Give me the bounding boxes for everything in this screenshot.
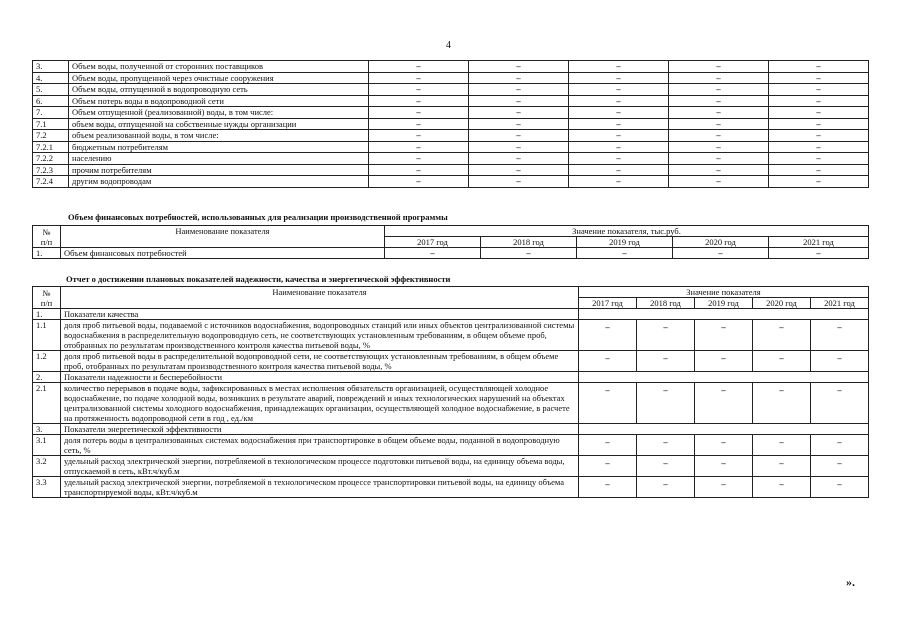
row-value: – — [811, 383, 869, 424]
col-name-header: Наименование показателя — [61, 226, 385, 248]
table-row — [33, 107, 869, 119]
row-name: доля потерь воды в централизованных системах водоснабжения при транспортировке в общем объеме воды, поданной в водопроводную сеть, % — [61, 435, 579, 456]
row-value: – — [753, 456, 811, 477]
table-row — [33, 141, 869, 153]
row-value: – — [469, 95, 569, 107]
row-value: – — [769, 176, 869, 188]
row-number: 3.2 — [33, 456, 61, 477]
table-row — [33, 130, 869, 142]
row-value: – — [569, 61, 669, 73]
row-name: Объем воды, отпущенной в водопроводную сеть — [69, 84, 369, 96]
row-value: – — [769, 84, 869, 96]
section-row — [33, 309, 869, 320]
row-name: объем реализованной воды, в том числе: — [69, 130, 369, 142]
row-value: – — [695, 351, 753, 372]
section-name: Показатели качества — [61, 309, 579, 320]
row-value: – — [669, 141, 769, 153]
row-number: 6. — [33, 95, 69, 107]
row-value: – — [637, 351, 695, 372]
row-number: 7.2.2 — [33, 153, 69, 165]
row-value: – — [579, 456, 637, 477]
year-header: 2017 год — [385, 237, 481, 248]
row-number: 2.1 — [33, 383, 61, 424]
row-number: 3.1 — [33, 435, 61, 456]
row-value: – — [579, 383, 637, 424]
row-number: 7. — [33, 107, 69, 119]
row-number: 7.2.3 — [33, 164, 69, 176]
row-value: – — [769, 61, 869, 73]
section-name: Показатели энергетической эффективности — [61, 424, 579, 435]
row-name: населению — [69, 153, 369, 165]
row-number: 7.2.1 — [33, 141, 69, 153]
row-value: – — [669, 61, 769, 73]
table-row — [33, 456, 869, 477]
row-value: – — [669, 176, 769, 188]
col-num-header: № п/п — [33, 287, 61, 309]
year-header: 2017 год — [579, 298, 637, 309]
row-value: – — [469, 118, 569, 130]
row-value: – — [469, 84, 569, 96]
row-value: – — [369, 164, 469, 176]
row-name: Объем воды, пропущенной через очистные сооружения — [69, 72, 369, 84]
row-value: – — [569, 153, 669, 165]
table-row — [33, 72, 869, 84]
row-value: – — [769, 72, 869, 84]
row-value: – — [569, 107, 669, 119]
table-row — [33, 435, 869, 456]
table-row — [33, 61, 869, 73]
financial-needs-table — [32, 225, 869, 259]
row-name: Объем финансовых потребностей — [61, 248, 385, 259]
row-value: – — [695, 477, 753, 498]
row-name: объем воды, отпущенной на собственные нужды организации — [69, 118, 369, 130]
row-value: – — [579, 435, 637, 456]
year-header: 2021 год — [811, 298, 869, 309]
row-name: бюджетным потребителям — [69, 141, 369, 153]
row-number: 1.1 — [33, 320, 61, 351]
row-number: 3. — [33, 424, 61, 435]
row-value: – — [637, 456, 695, 477]
row-name: удельный расход электрической энергии, потребляемой в технологическом процессе подготовки питьевой воды, на единицу объема воды, отпускаемой в сеть, кВт.ч/куб.м — [61, 456, 579, 477]
row-value: – — [569, 118, 669, 130]
table-row — [33, 248, 869, 259]
row-value: – — [369, 153, 469, 165]
page-number: 4 — [446, 40, 451, 51]
table-row — [33, 383, 869, 424]
row-value: – — [369, 141, 469, 153]
section-row — [33, 372, 869, 383]
row-number: 7.2.4 — [33, 176, 69, 188]
row-value: – — [669, 72, 769, 84]
row-value: – — [673, 248, 769, 259]
table-row — [33, 164, 869, 176]
row-value: – — [769, 164, 869, 176]
row-value: – — [369, 61, 469, 73]
row-number: 4. — [33, 72, 69, 84]
row-value: – — [569, 130, 669, 142]
row-value: – — [637, 320, 695, 351]
year-header: 2020 год — [673, 237, 769, 248]
row-value: – — [811, 477, 869, 498]
row-value: – — [569, 95, 669, 107]
section-name: Показатели надежности и бесперебойности — [61, 372, 579, 383]
row-value: – — [769, 153, 869, 165]
row-number: 1. — [33, 309, 61, 320]
row-name: Объем воды, полученной от сторонних поставщиков — [69, 61, 369, 73]
row-value: – — [753, 320, 811, 351]
section-row — [33, 424, 869, 435]
row-number: 3.3 — [33, 477, 61, 498]
table-row — [33, 95, 869, 107]
year-header: 2019 год — [577, 237, 673, 248]
row-value: – — [469, 141, 569, 153]
row-value: – — [669, 107, 769, 119]
row-value: – — [637, 477, 695, 498]
row-value: – — [769, 95, 869, 107]
row-value: – — [469, 164, 569, 176]
row-value: – — [637, 383, 695, 424]
row-value: – — [369, 95, 469, 107]
col-num-header: № п/п — [33, 226, 61, 248]
row-value: – — [481, 248, 577, 259]
col-value-header: Значение показателя, тыс.руб. — [385, 226, 869, 237]
row-value: – — [569, 164, 669, 176]
year-header: 2020 год — [753, 298, 811, 309]
row-value: – — [579, 477, 637, 498]
table-row — [33, 477, 869, 498]
row-value: – — [569, 141, 669, 153]
table-row — [33, 176, 869, 188]
table-row — [33, 153, 869, 165]
row-name: Объем отпущенной (реализованной) воды, в том числе: — [69, 107, 369, 119]
row-value: – — [753, 435, 811, 456]
table-row — [33, 351, 869, 372]
row-value: – — [769, 130, 869, 142]
row-value: – — [469, 72, 569, 84]
row-value: – — [769, 107, 869, 119]
financial-needs-title: Объем финансовых потребностей, использованных для реализации производственной программы — [68, 212, 448, 222]
row-value: – — [469, 61, 569, 73]
row-value: – — [695, 456, 753, 477]
row-number: 3. — [33, 61, 69, 73]
row-value: – — [579, 351, 637, 372]
row-name: доля проб питьевой воды в распределительной водопроводной сети, не соответствующих установленным требованиям, в общем объеме проб, отобранных по результатам производственного контроля качества питьевой воды, % — [61, 351, 579, 372]
reliability-indicators-table — [32, 286, 869, 498]
section-blank — [579, 424, 869, 435]
row-number: 2. — [33, 372, 61, 383]
row-number: 7.2 — [33, 130, 69, 142]
row-value: – — [811, 320, 869, 351]
year-header: 2018 год — [481, 237, 577, 248]
row-value: – — [769, 248, 869, 259]
reliability-report-title: Отчет о достижении плановых показателей надежности, качества и энергетической эффективности — [66, 274, 451, 284]
row-number: 1. — [33, 248, 61, 259]
row-number: 1.2 — [33, 351, 61, 372]
row-name: Объем потерь воды в водопроводной сети — [69, 95, 369, 107]
closing-quote-mark: ». — [846, 575, 855, 589]
row-value: – — [569, 84, 669, 96]
row-value: – — [695, 435, 753, 456]
row-value: – — [369, 176, 469, 188]
year-header: 2019 год — [695, 298, 753, 309]
row-value: – — [769, 118, 869, 130]
row-value: – — [469, 130, 569, 142]
row-value: – — [695, 383, 753, 424]
row-value: – — [753, 477, 811, 498]
row-value: – — [695, 320, 753, 351]
row-number: 7.1 — [33, 118, 69, 130]
row-value: – — [369, 118, 469, 130]
water-volume-table — [32, 60, 869, 188]
row-value: – — [369, 130, 469, 142]
row-name: прочим потребителям — [69, 164, 369, 176]
row-number: 5. — [33, 84, 69, 96]
row-value: – — [811, 435, 869, 456]
row-value: – — [769, 141, 869, 153]
row-value: – — [385, 248, 481, 259]
table-row — [33, 118, 869, 130]
col-name-header: Наименование показателя — [61, 287, 579, 309]
row-name: удельный расход электрической энергии, потребляемой в технологическом процессе транспортировки питьевой воды, на единицу объема транспортируемой воды, кВт.ч/куб.м — [61, 477, 579, 498]
col-value-header: Значение показателя — [579, 287, 869, 298]
row-value: – — [753, 351, 811, 372]
row-value: – — [669, 118, 769, 130]
row-name: количество перерывов в подаче воды, зафиксированных в местах исполнения обязательств организацией, осуществляющей холодное водоснабжение, по подаче холодной воды, возникших в результате аварий, повреждений и иных технологических нарушений на объектах централизованной системы холодного водоснабжения, принадлежащих организации, осуществляющей холодное водоснабжение, в расчете на протяженность водопроводной сети в год , ед./км — [61, 383, 579, 424]
row-value: – — [669, 153, 769, 165]
row-value: – — [469, 176, 569, 188]
row-value: – — [369, 84, 469, 96]
row-value: – — [569, 72, 669, 84]
row-name: другим водопроводам — [69, 176, 369, 188]
row-value: – — [637, 435, 695, 456]
section-blank — [579, 309, 869, 320]
row-value: – — [369, 72, 469, 84]
row-value: – — [569, 176, 669, 188]
row-value: – — [669, 95, 769, 107]
row-value: – — [577, 248, 673, 259]
table-row — [33, 84, 869, 96]
row-value: – — [669, 84, 769, 96]
table-row — [33, 320, 869, 351]
row-value: – — [811, 351, 869, 372]
row-value: – — [369, 107, 469, 119]
year-header: 2021 год — [769, 237, 869, 248]
section-blank — [579, 372, 869, 383]
year-header: 2018 год — [637, 298, 695, 309]
row-value: – — [669, 130, 769, 142]
row-value: – — [579, 320, 637, 351]
row-value: – — [811, 456, 869, 477]
row-value: – — [469, 153, 569, 165]
row-name: доля проб питьевой воды, подаваемой с источников водоснабжения, водопроводных станций или иных объектов централизованной системы водоснабжения в распределительную водопроводную сеть, не соответствующих установленным требованиям, в общем объеме проб, отобранных по результатам производственного контроля качества питьевой воды, % — [61, 320, 579, 351]
row-value: – — [669, 164, 769, 176]
row-value: – — [753, 383, 811, 424]
row-value: – — [469, 107, 569, 119]
